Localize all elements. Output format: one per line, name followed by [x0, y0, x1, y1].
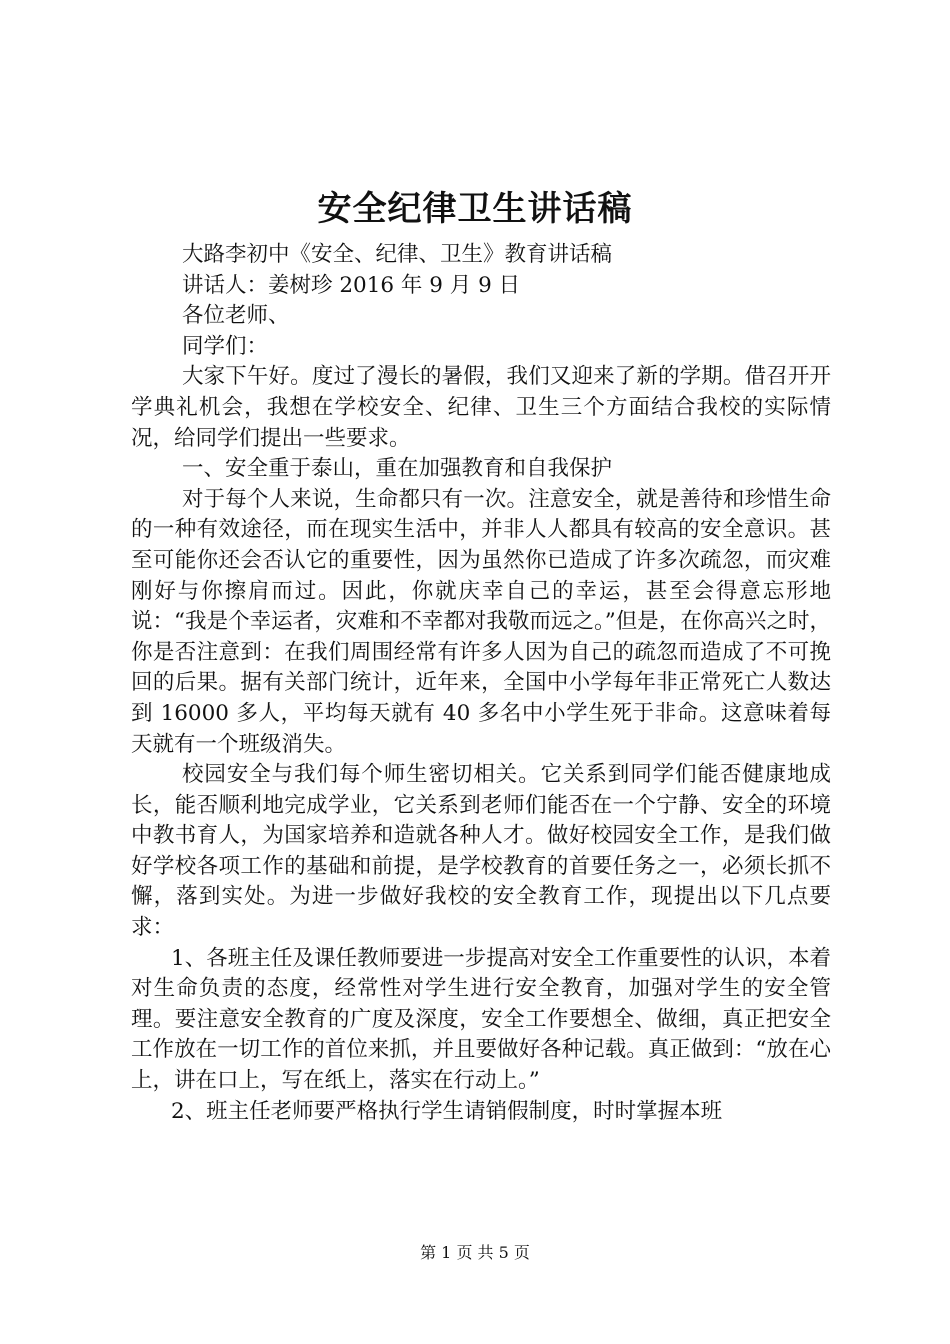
document-title: 安全纪律卫生讲话稿	[317, 189, 633, 229]
section-heading-safety: 一、安全重于泰山，重在加强教育和自我保护	[182, 456, 613, 482]
paragraph-speaker: 讲话人：姜树珍 2016 年 9 月 9 日	[182, 272, 521, 298]
paragraph-greeting-students: 同学们：	[182, 333, 269, 359]
page-number-footer: 第 1 页 共 5 页	[420, 1243, 530, 1262]
paragraph-greeting-teachers: 各位老师、	[182, 303, 290, 329]
paragraph-requirement-2: 2、班主任老师要严格执行学生请销假制度，时时掌握本班	[171, 1098, 723, 1124]
paragraph-intro: 大家下午好。度过了漫长的暑假，我们又迎来了新的学期。借召开开学典礼机会，我想在学校安全、纪律、卫生三个方面结合我校的实际情况，给同学们提出一些要求。	[131, 364, 831, 451]
document-body	[131, 240, 831, 1127]
paragraph-requirement-1: 1、各班主任及课任教师要进一步提高对安全工作重要性的认识，本着对生命负责的态度，经常性对学生进行安全教育，加强对学生的安全管理。要注意安全教育的广度及深度，安全工作要想全、做细，真正把安全工作放在一切工作的首位来抓，并且要做好各种记载。真正做到：“放在心上，讲在口上，写在纸上，落实在行动上。”	[131, 945, 831, 1094]
paragraph-school-title: 大路李初中《安全、纪律、卫生》教育讲话稿	[182, 242, 613, 267]
paragraph-campus-safety: 校园安全与我们每个师生密切相关。它关系到同学们能否健康地成长，能否顺利地完成学业，它关系到老师们能否在一个宁静、安全的环境中教书育人，为国家培养和造就各种人才。做好校园安全工作，是我们做好学校各项工作的基础和前提，是学校教育的首要任务之一，必须长抓不懈，落到实处。为进一步做好我校的安全教育工作，现提出以下几点要求：	[131, 762, 831, 941]
paragraph-safety-life: 对于每个人来说，生命都只有一次。注意安全，就是善待和珍惜生命的一种有效途径，而在现实生活中，并非人人都具有较高的安全意识。甚至可能你还会否认它的重要性，因为虽然你已造成了许多次疏忽，而灾难刚好与你擦肩而过。因此，你就庆幸自己的幸运，甚至会得意忘形地说：“我是个幸运者，灾难和不幸都对我敬而远之。”但是，在你高兴之时，你是否注意到：在我们周围经常有许多人因为自己的疏忽而造成了不可挽回的后果。据有关部门统计，近年来，全国中小学每年非正常死亡人数达到 16000 多人，平均每天就有 40 多名中小学生死于非命。这意味着每天就有一个班级消失。	[131, 486, 831, 757]
